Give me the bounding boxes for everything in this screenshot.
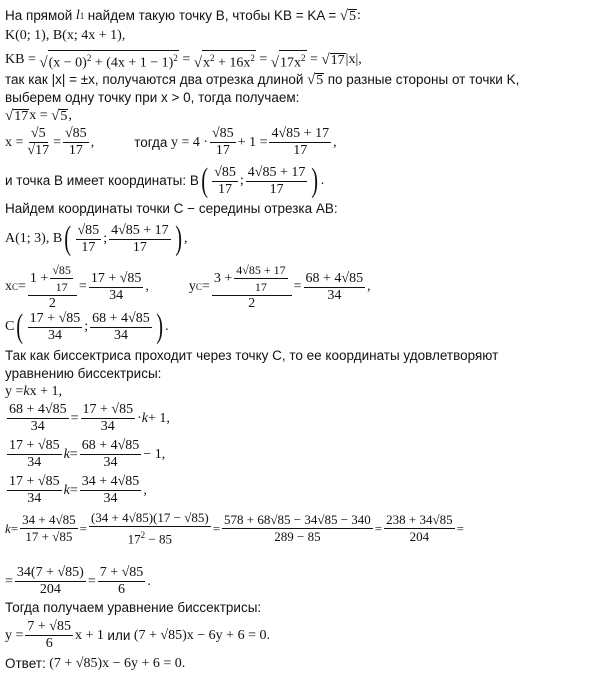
line-15: y = k x + 1, [5,384,63,399]
sqrt: √ 5 [339,7,356,24]
line-22: y = 7 + √85 6 x + 1 или (7 + √85)x − 6y + 6 = 0. [5,619,270,651]
line-3: KB = √ $(x - 0)^2 + (4x + 1 - 1)^2$ = √ $x^2 + 16x^2$ = √ $17x^2$ = √ 17 |x|, [5,51,362,71]
text: или [107,627,131,643]
line-9 [5,201,338,217]
line-7: x = √5 √17 = √85 17 , тогда y = 4 · √85 17 + 1 = 4√85 + 17 17 , [5,126,337,158]
line-18: 17 + √85 34 k = 34 + 4√85 34 , [9,474,147,506]
line-5 [5,90,299,106]
text: Тогда получаем уравнение биссектрисы: [5,600,262,615]
line-11: x C = 1 + √85 17 2 = 17 + √85 34 , y C = 3 + 4√85 + 17 17 2 = 68 + 4√85 34 , [5,263,371,311]
text: Ответ: [5,656,46,671]
text: по разные стороны от точки K, [327,72,520,87]
text: и точка B имеет координаты: B [5,173,199,188]
text: уравнению биссектрисы: [5,366,162,381]
line-21 [5,600,261,616]
line-10: A(1; 3), B ( √85 17 ; 4√85 + 17 17 ) , [5,220,188,257]
math-text: K(0; 1), B(x; 4x + 1), [5,28,126,43]
line-1: На прямой l 1 найдем такую точку B, чтобы KB = KA = √ 5 : [5,7,361,24]
line-16: 68 + 4√85 34 = 17 + √85 34 · k + 1, [9,402,170,434]
line-8: и точка B имеет координаты: B ( √85 17 ; 4√85 + 17 17 ) . [5,162,325,199]
line-20: = 34(7 + √85) 204 = 7 + √85 6 . [5,565,151,597]
text: тогда [134,134,168,150]
line-2 [5,28,125,44]
text: найдем такую точку B, чтобы KB = KA = [87,8,337,23]
line-23-answer: Ответ: (7 + √85)x − 6y + 6 = 0. [5,656,186,671]
text: Найдем координаты точки C − середины отрезка AB: [5,201,338,216]
line-6: √ 17 x = √ 5 , [5,107,72,124]
text: Так как биссектриса проходит через точку C, то ее координаты удовлетворяют [5,348,499,363]
line-13 [5,348,498,364]
line-19: k = 34 + 4√85 17 + √85 = (34 + 4√85)(17 − √85) $17^2 - 85$ = 578 + 68√85 − 34√85 − 340 289 − 85 = 238 + 34√85 204 = [5,510,464,547]
text: На прямой [5,8,73,23]
line-14 [5,366,161,382]
text: выберем одну точку при x > 0, тогда получаем: [5,90,300,105]
line-4: так как |x| = ±x, получаются два отрезка длиной √ 5 по разные стороны от точки K, [5,71,520,88]
text: так как |x| = ±x, получаются два отрезка длиной [5,72,304,87]
line-12: C ( 17 + √85 34 ; 68 + 4√85 34 ) . [5,308,169,345]
line-17: 17 + √85 34 k = 68 + 4√85 34 − 1, [9,438,166,470]
